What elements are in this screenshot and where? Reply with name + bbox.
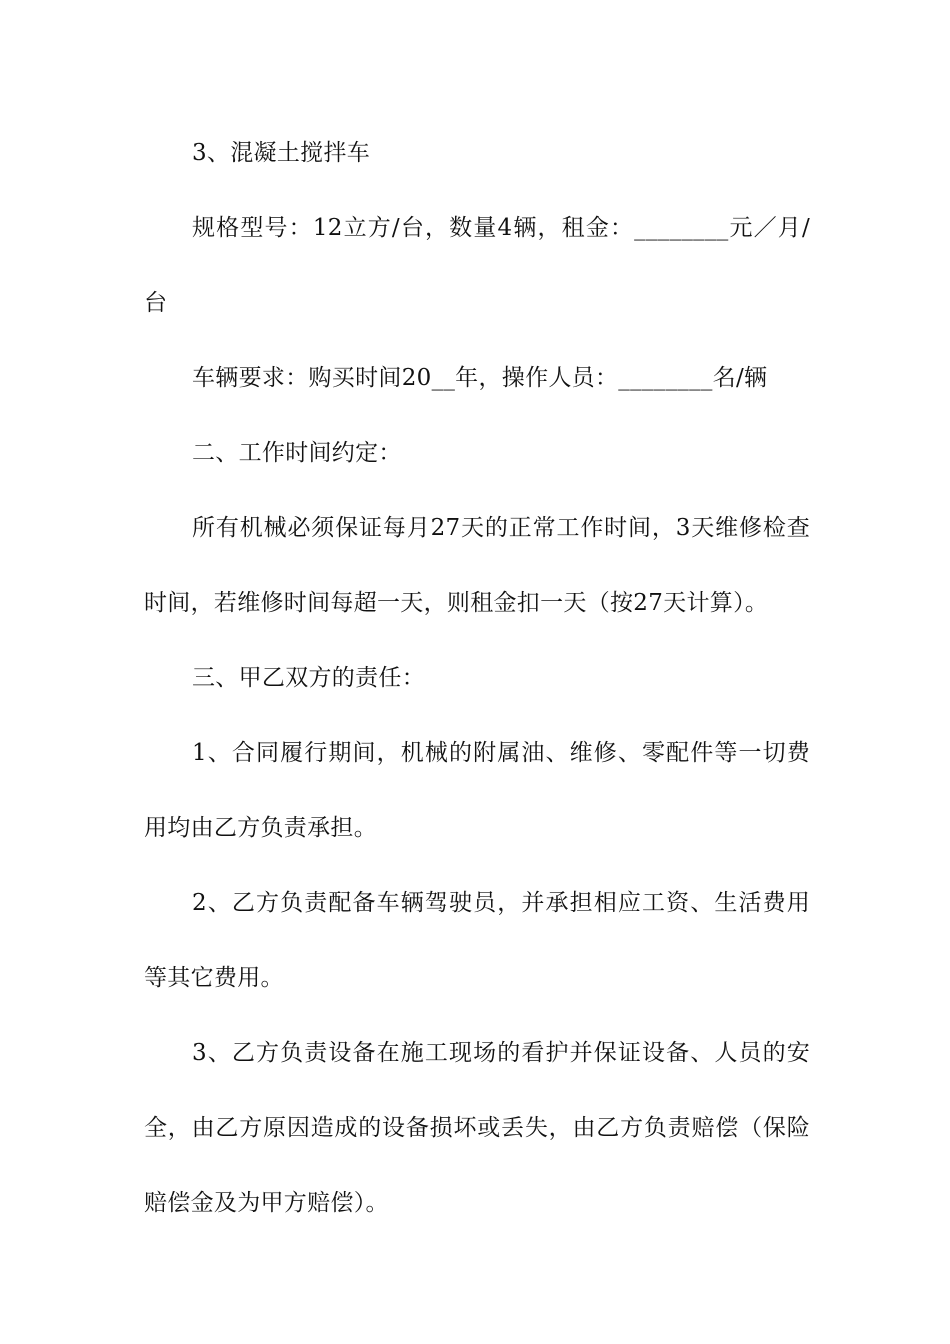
paragraph-responsibility-1: 1、合同履行期间，机械的附属油、维修、零配件等一切费用均由乙方负责承担。 xyxy=(144,740,810,841)
paragraph-responsibility-3: 3、乙方负责设备在施工现场的看护并保证设备、人员的安全，由乙方原因造成的设备损坏或丢失，由乙方负责赔偿（保险赔偿金及为甲方赔偿）。 xyxy=(144,1040,810,1216)
paragraph-responsibility-2: 2、乙方负责配备车辆驾驶员，并承担相应工资、生活费用等其它费用。 xyxy=(144,890,810,991)
paragraph-work-time-terms: 所有机械必须保证每月27天的正常工作时间，3天维修检查时间，若维修时间每超一天，则租金扣一天（按27天计算）。 xyxy=(144,515,810,616)
section-heading-work-time: 二、工作时间约定： xyxy=(192,440,402,466)
section-heading-responsibilities: 三、甲乙双方的责任： xyxy=(192,665,425,691)
paragraph-vehicle-requirements: 车辆要求：购买时间20__年，操作人员：________名/辆 xyxy=(192,365,768,391)
paragraph-item-mixer-truck: 3、混凝土搅拌车 xyxy=(192,140,371,166)
paragraph-spec-model: 规格型号：12立方/台，数量4辆，租金：________元／月/台 xyxy=(144,215,810,316)
document-body xyxy=(144,116,810,1241)
